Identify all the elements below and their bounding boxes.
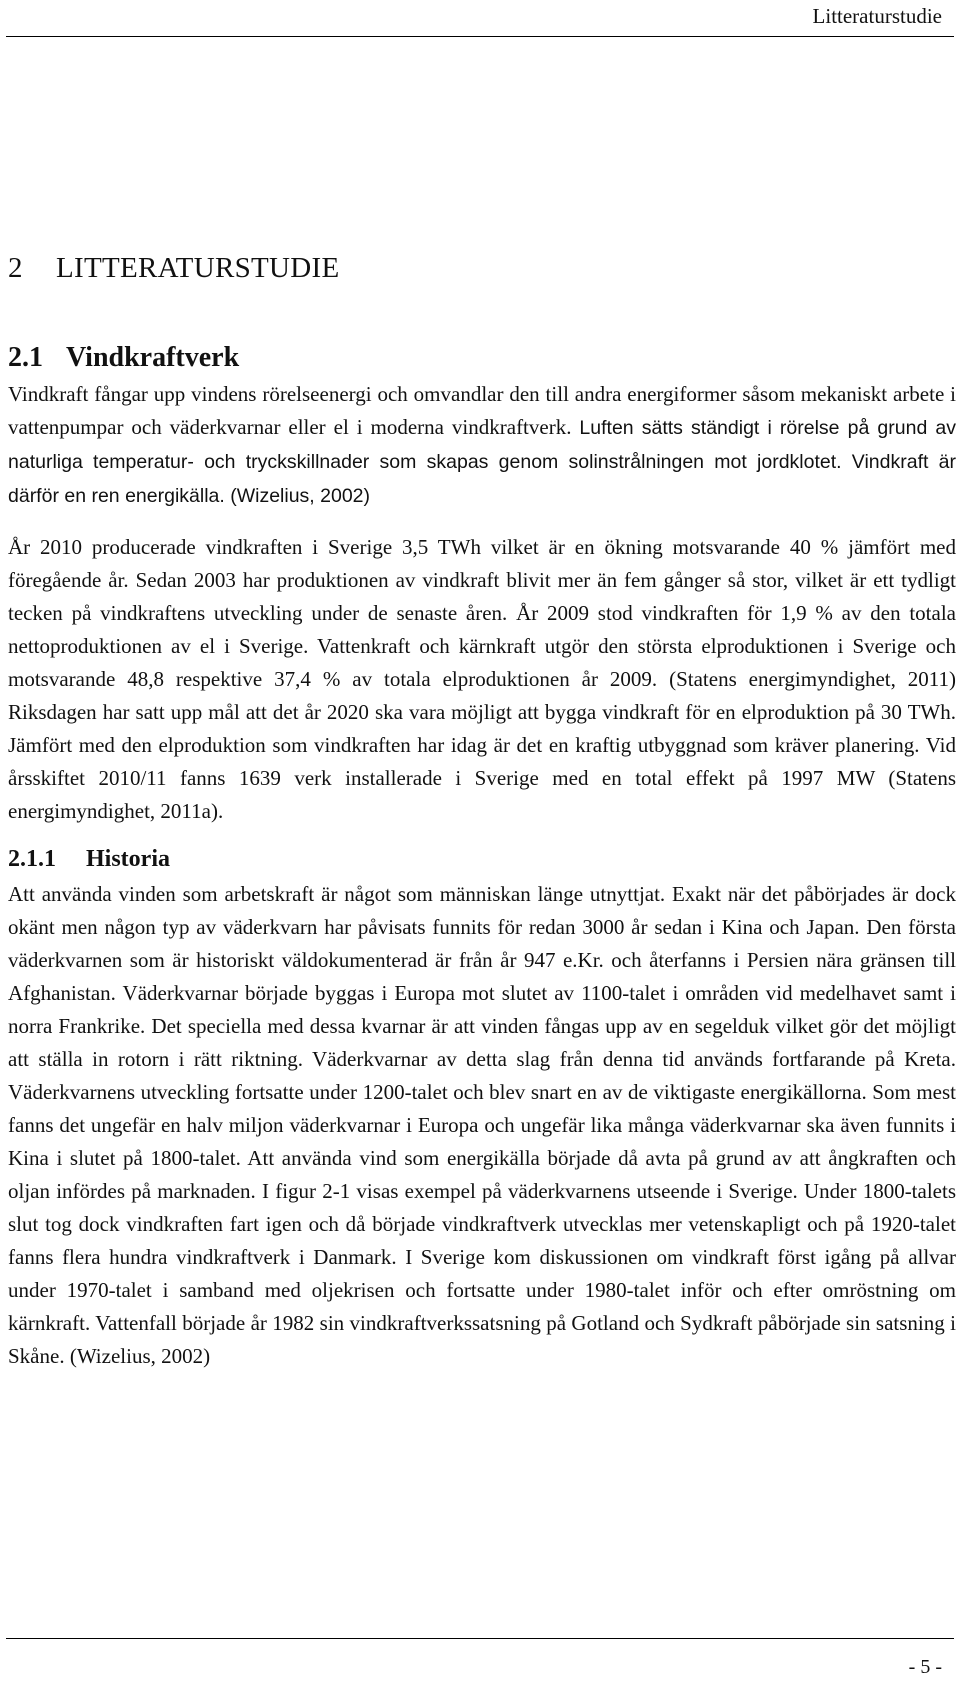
page-number: - 5 - — [908, 1656, 942, 1678]
chapter-number: 2 — [8, 252, 23, 284]
paragraph-serif-part: Vindkraft fångar upp vindens rörelseenergi och omvandlar den till andra energiformer såsom mekaniskt arbete i vattenpumpar och väderkvarnar eller el i moderna vindkraftverk. — [8, 382, 956, 439]
running-header: Litteraturstudie — [812, 4, 942, 28]
chapter-title: LITTERATURSTUDIE — [56, 252, 340, 284]
page-content — [8, 248, 956, 1373]
subsection-heading — [8, 843, 956, 875]
paragraph-sans-part: Luften sätts ständigt i rörelse på grund av naturliga temperatur- och tryckskillnader som skapas genom solinstrålningen mot jordklotet. Vindkraft är därför en ren energikälla. (Wizelius, 2002) — [8, 417, 956, 507]
section-paragraph-1 — [8, 378, 956, 513]
section-number: 2.1 — [8, 342, 43, 373]
section-title: Vindkraftverk — [66, 342, 240, 373]
subsection-paragraph: Att använda vinden som arbetskraft är något som människan länge utnyttjat. Exakt när det påbörjades är dock okänt men någon typ av väderkvarn har påvisats funnits för redan 3000 år sedan i Kina och Japan. Den första väderkvarnen som är historiskt väldokumenterad är från år 947 e.Kr. och återfanns i Persien nära gränsen till Afghanistan. Väderkvarnar började byggas i Europa mot slutet av 1100-talet i områden vid medelhavet samt i norra Frankrike. Det speciella med dessa kvarnar är att vinden fångas upp av en segelduk vilket gör det möjligt att ställa in rotorn i rätt riktning. Väderkvarnar av detta slag från denna tid används fortfarande på Kreta. Väderkvarnens utveckling fortsatte under 1200-talet och blev snart en av de viktigaste energikällorna. Som mest fanns det ungefär en halv miljon väderkvarnar i Europa och ungefär lika många väderkvarnar ska även funnits i Kina i slutet på 1800-talet. Att använda vind som energikälla började då avta på grund av att ångkraften och oljan infördes på marknaden. I figur 2-1 visas exempel på väderkvarnens utseende i Sverige. Under 1800-talets slut tog dock vindkraften fart igen och då började vindkraftverk utvecklas mer vetenskapligt och på 1920-talet fanns flera hundra vindkraftverk i Danmark. I Sverige kom diskussionen om vindkraft först igång på allvar under 1970-talet i samband med oljekrisen och fortsatte under 1980-talet inför och efter omröstning om kärnkraft. Vattenfall började år 1982 sin vindkraftverkssatsning på Gotland och Sydkraft påbörjade sin satsning i Skåne. (Wizelius, 2002) — [8, 882, 956, 1368]
section-paragraph-2: År 2010 producerade vindkraften i Sverige 3,5 TWh vilket är en ökning motsvarande 40 % jämfört med föregående år. Sedan 2003 har produktionen av vindkraft blivit mer än fem gånger så stor, vilket är ett tydligt tecken på vindkraftens utveckling under de senaste åren. År 2009 stod vindkraften för 1,9 % av den totala nettoproduktionen av el i Sverige. Vattenkraft och kärnkraft utgör den största elproduktionen i Sverige och motsvarande 48,8 respektive 37,4 % av totala elproduktionen år 2009. (Statens energimyndighet, 2011) Riksdagen har satt upp mål att det år 2020 ska vara möjligt att bygga vindkraft för en elproduktion på 30 TWh. Jämfört med den elproduktion som vindkraften har idag är det en kraftig utbyggnad som kräver planering. Vid årsskiftet 2010/11 fanns 1639 verk installerade i Sverige med en total effekt på 1997 MW (Statens energimyndighet, 2011a). — [8, 535, 956, 823]
section-heading — [8, 340, 956, 376]
header-rule — [6, 36, 954, 37]
chapter-heading — [8, 248, 956, 288]
subsection-title: Historia — [86, 846, 170, 872]
footer-rule — [6, 1638, 954, 1639]
subsection-number: 2.1.1 — [8, 846, 56, 872]
